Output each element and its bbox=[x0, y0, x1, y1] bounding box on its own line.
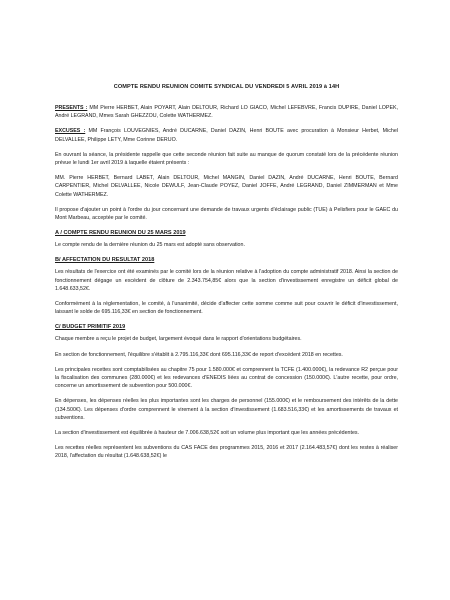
opening-paragraph: En ouvrant la séance, la présidente rappelle que cette seconde réunion fait suite au manque de quorum constaté lors de la précédente réunion prévue le lundi 1er avril 2019 à laquelle étaient présents : bbox=[55, 151, 398, 167]
section-b-paragraph-2: Conformément à la réglementation, le comité, à l'unanimité, décide d'affecter cette somme comme suit pour couvrir le déficit d'investissement, laissant le solde de 695.116,33€ en section de fonctionnement. bbox=[55, 301, 398, 316]
document-title: COMPTE RENDU REUNION COMITE SYNDICAL DU VENDREDI 5 AVRIL 2019 à 14H bbox=[113, 84, 340, 90]
presents-label: PRESENTS : bbox=[55, 105, 88, 111]
excuses-paragraph bbox=[55, 127, 398, 143]
excuses-text: MM François LOUVEGNIES, André DUCARNE, Daniel DAZIN, Henri BOUTE avec procuration à Monsieur Herbet, Michel DELVALLEE, Philippe LETY, Mme Corinne DERUO. bbox=[55, 128, 398, 143]
proposal-paragraph: Il propose d'ajouter un point à l'ordre du jour concernant une demande de travaux urgents d'éclairage public (TUE) à Pelisfiers pour le GAEC du Mont Marbeau, acceptée par le comité. bbox=[55, 206, 398, 222]
presents-text: MM Pierre HERBET, Alain POYART, Alain DELTOUR, Richard LO GIACO, Michel LEFEBVRE, Francis DUPIRE, Daniel LOPEK, André LEGRAND, Mmes Sarah GHEZZOU, Colette WATHERMEZ. bbox=[55, 105, 398, 120]
attendees-list-paragraph: MM. Pierre HERBET, Bernard LABET, Alain DELTOUR, Michel MANGIN, Daniel DAZIN, André DUCARNE, Henri BOUTE, Bernard CARPENTIER, Michel DELVALLEE, Nicole DEWULF, Jean-Claude POYEZ, Daniel JOFFE, André LEGRAND, Daniel ZIMMERMAN et Mme Colette WATHERMEZ. bbox=[55, 175, 398, 198]
section-a-text: Le compte rendu de la dernière réunion du 25 mars est adopté sans observation. bbox=[55, 242, 245, 249]
section-c-heading: C/ BUDGET PRIMITIF 2019 bbox=[55, 324, 126, 331]
presents-paragraph bbox=[55, 104, 398, 120]
section-c-paragraph-1: Chaque membre a reçu le projet de budget, largement évoqué dans le rapport d'orientations budgétaires. bbox=[55, 336, 302, 343]
section-b-paragraph-1: Les résultats de l'exercice ont été examinés par le comité lors de la réunion relative à l'adoption du compte administratif 2018. Ainsi la section de fonctionnement dégage un excédent de clôture de 2.343.754,85€ alors que la section d'investissement enregistre un déficit global de 1.648.633,52€. bbox=[55, 269, 398, 292]
section-c-paragraph-4: En dépenses, les dépenses réelles les plus importantes sont les charges de personnel (155.000€) et le remboursement des intérêts de la dette (134.500€). Les dépenses d'ordre comprennent le virement à la section d'investissement (1.683.516,33€) et les amortissements de travaux et subventions. bbox=[55, 398, 398, 421]
section-c-paragraph-2: En section de fonctionnement, l'équilibre s'établit à 2.795.116,33€ dont 695.116,33€ de report d'excédent 2018 en recettes. bbox=[55, 351, 343, 358]
section-c-paragraph-5: La section d'investissement est équilibrée à hauteur de 7.006.638,52€ soit un volume plus important que les années précédentes. bbox=[55, 430, 360, 437]
section-b-heading: B/ AFFECTATION DU RESULTAT 2018 bbox=[55, 257, 155, 264]
section-c-paragraph-6: Les recettes réelles représentent les subventions du CAS FACE des programmes 2015, 2016 et 2017 (2.164.483,57€) dont les restes à réaliser 2018, l'affectation du résultat (1.648.638,52€) le bbox=[55, 445, 398, 460]
excuses-label: EXCUSES : bbox=[55, 128, 86, 135]
section-c-paragraph-3: Les principales recettes sont comptabilisées au chapitre 75 pour 1.580.000€ et comprennent la TCFE (1.400.000€), la redevance R2 perçue pour la fiscalisation des communes (280.000€) et les redevances d'ENEDIS liées au contrat de concession (150.000€). L'autre recette, pour ordre, concerne un amortissement de subvention pour 500.000€. bbox=[55, 366, 398, 390]
section-a-heading: A / COMPTE RENDU REUNION DU 25 MARS 2019 bbox=[55, 230, 186, 237]
